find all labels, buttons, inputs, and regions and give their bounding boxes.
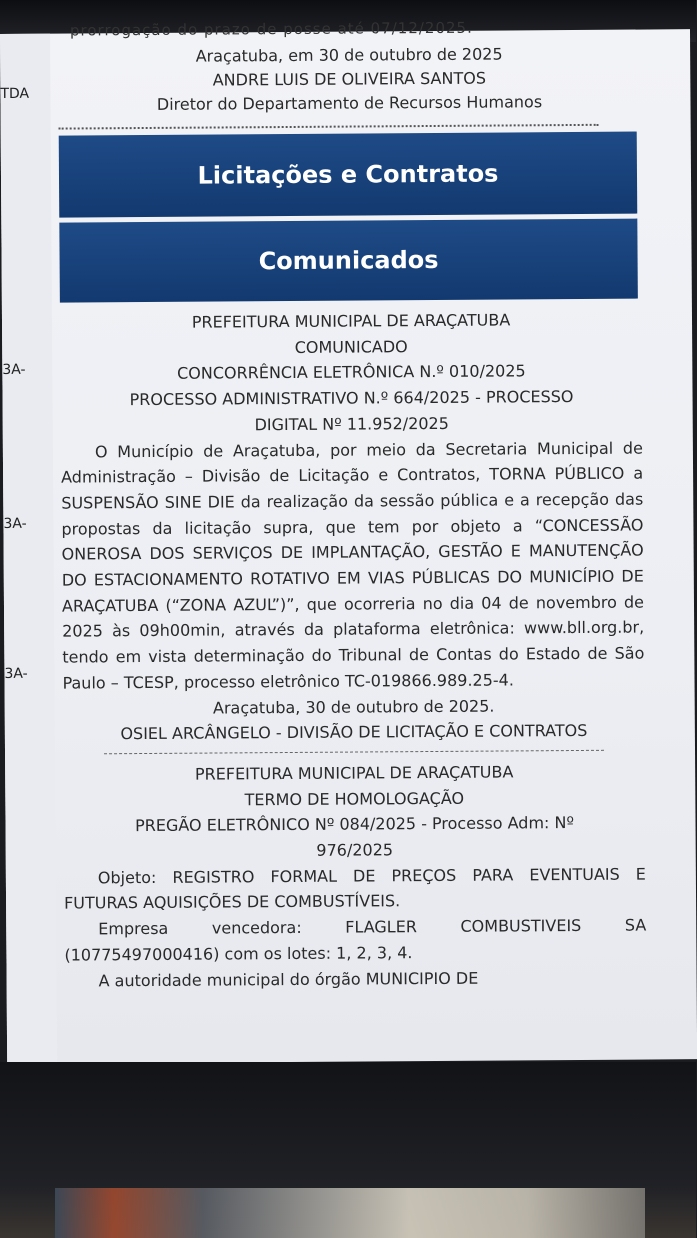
notice1-header-line: COMUNICADO (294, 336, 408, 357)
signature-name: ANDRE LUIS DE OLIVEIRA SANTOS (212, 68, 487, 90)
notice2-autoridade: A autoridade municipal do órgão MUNICIPIO DE (98, 968, 479, 990)
left-fragment: 3A- (3, 515, 27, 532)
desk-objects (55, 1188, 645, 1238)
left-fragment: TDA (0, 85, 30, 102)
notice1-body: O Município de Araçatuba, por meio da Secretaria Municipal de Administração – Divisão de Licitação e Contratos, TORNA PÚBLICO a SUSPENSÃO SINE DIE da realização da sessão pública e a recepção das propostas da licitação supra, que tem por objeto a “CONCESSÃO ONEROSA DOS SERVIÇOS DE IMPLANTAÇÃO, GESTÃO E MANUTENÇÃO DO ESTACIONAMENTO ROTATIVO EM VIAS PÚBLICAS DO MUNICÍPIO DE ARAÇATUBA (“ZONA AZUL”)”, que ocorreria no dia 04 de novembro de 2025 às 09h00min, através da plataforma eletrônica: www.bll.org.br, tendo em vista determinação do Tribunal de Contas do Estado de São Paulo – TCESP, processo eletrônico TC-019866.989.25-4. (61, 438, 645, 693)
signature-role: Diretor do Departamento de Recursos Humanos (156, 92, 543, 114)
notice1-date: Araçatuba, 30 de outubro de 2025. (212, 696, 495, 718)
notice-homologacao (63, 758, 647, 993)
notice1-signature: OSIEL ARCÂNGELO - DIVISÃO DE LICITAÇÃO E CONTRATOS (120, 721, 588, 744)
monitor-screen (0, 18, 697, 1064)
left-column-edge (0, 34, 57, 1064)
notice2-header-line: TERMO DE HOMOLOGAÇÃO (244, 788, 465, 809)
banner-comunicados: Comunicados (59, 219, 638, 303)
newspaper-page (58, 30, 647, 994)
notice2-header-line: PREFEITURA MUNICIPAL DE ARAÇATUBA (194, 762, 514, 784)
left-fragment: 3A- (2, 361, 26, 378)
notice2-objeto: Objeto: REGISTRO FORMAL DE PREÇOS PARA EVENTUAIS E FUTURAS AQUISIÇÕES DE COMBUSTÍVEIS. (64, 864, 646, 914)
dashed-divider (104, 750, 604, 754)
notice2-empresa: Empresa vencedora: FLAGLER COMBUSTIVEIS SA (10775497000416) com os lotes: 1, 2, 3, 4. (64, 915, 647, 965)
notice1-header-line: PROCESSO ADMINISTRATIVO N.º 664/2025 - PROCESSO (129, 387, 574, 410)
notice1-header-line: DIGITAL Nº 11.952/2025 (254, 413, 449, 435)
notice2-header-line: PREGÃO ELETRÔNICO Nº 084/2025 - Processo Adm: Nº (134, 813, 575, 836)
notice-comunicado (60, 307, 645, 748)
signature-place-date: Araçatuba, em 30 de outubro de 2025 (195, 44, 503, 66)
notice2-header-line: 976/2025 (316, 840, 394, 860)
notice1-header-line: PREFEITURA MUNICIPAL DE ARAÇATUBA (191, 310, 511, 332)
notice1-header-line: CONCORRÊNCIA ELETRÔNICA N.º 010/2025 (177, 361, 526, 384)
left-fragment: 3A- (4, 665, 28, 682)
banner-licitacoes-contratos: Licitações e Contratos (59, 132, 638, 218)
top-cut-text: prorrogação do prazo de posse até 07/12/2025. (69, 18, 473, 40)
dotted-divider (59, 124, 599, 130)
